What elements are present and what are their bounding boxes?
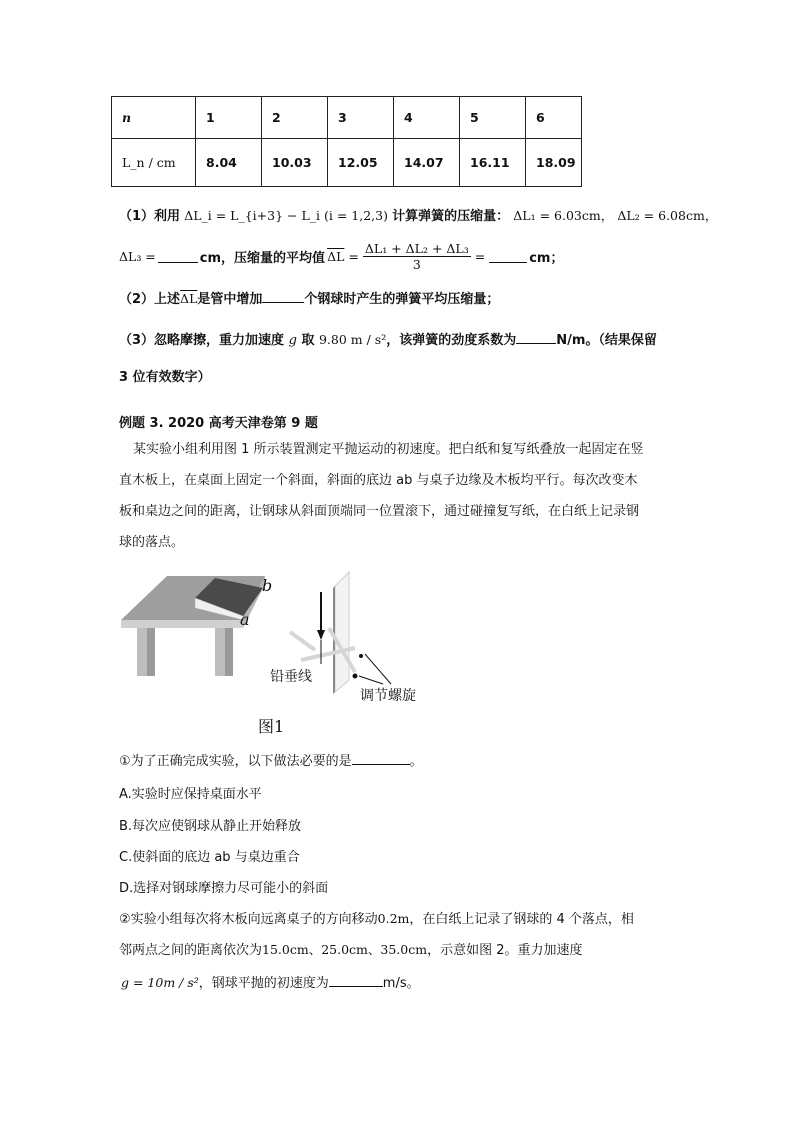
q-circle2-dist: 0.2m [377, 911, 410, 926]
example-para-line: 直木板上，在桌面上固定一个斜面，斜面的底边 ab 与桌子边缘及木板均平行。每次改变木 [119, 473, 638, 488]
q-circle2-line3 [121, 972, 420, 991]
q1-cm-avg: cm，压缩量的平均值 [199, 250, 326, 266]
example-para-line: 球的落点。 [119, 535, 185, 550]
q3-g: g [288, 333, 297, 348]
q1-frac-den: 3 [412, 256, 421, 272]
label-adjust-screw: 调节螺旋 [360, 688, 416, 704]
q1-equals: = [348, 248, 359, 264]
table-cell: 8.04 [196, 139, 262, 187]
answer-blank[interactable] [352, 752, 410, 765]
table-header-cell: 1 [196, 97, 262, 139]
option-c: C.使斜面的底边 ab 与桌边重合 [119, 850, 300, 865]
q2-mid: 是管中增加 [197, 292, 263, 307]
option-a: A.实验时应保持桌面水平 [119, 787, 262, 802]
table-row [112, 97, 582, 139]
q1-dl2: ΔL₂ = 6.08cm， [617, 208, 718, 223]
table-cell: 16.11 [460, 139, 526, 187]
q3-line2: 3 位有效数字） [119, 370, 211, 385]
table-leg [147, 626, 155, 676]
label-plumb-line: 铅垂线 [270, 669, 312, 685]
q3-gval: 9.80 m / s² [318, 332, 387, 347]
q1-cm-end: cm； [529, 250, 564, 266]
data-table [111, 96, 582, 187]
table-leg [225, 626, 233, 676]
q1-prefix: （1）利用 [119, 209, 181, 224]
table-row [112, 139, 582, 187]
answer-blank[interactable] [262, 290, 304, 303]
answer-blank[interactable] [516, 331, 556, 344]
q1-line2 [119, 236, 563, 276]
table-header-cell: 2 [262, 97, 328, 139]
q3-text-d: N/m。（结果保留 [556, 333, 657, 348]
q-circle2-text: ②实验小组每次将木板向远离桌子的方向移动 [119, 912, 378, 927]
q1-avg-symbol: $\overline{\Delta L}$ [327, 248, 345, 264]
q1-line1 [119, 205, 717, 224]
q-circle2-g: g = 10m / s² [121, 975, 199, 990]
table-cell: 12.05 [328, 139, 394, 187]
q3-text-b: 取 [301, 333, 315, 348]
q2-symbol: $\overline{\Delta L}$ [180, 291, 198, 306]
example-title: 例题 3. 2020 高考天津卷第 9 题 [119, 416, 318, 431]
answer-blank[interactable] [329, 974, 383, 987]
screw-dot [359, 654, 363, 658]
q1-dl3: ΔL₃ = [119, 248, 156, 264]
table-row-label: L_n / cm [112, 139, 196, 187]
option-b: B.每次应使钢球从静止开始释放 [119, 819, 302, 834]
q-circle1-period: 。 [409, 754, 423, 769]
q1-formula: ΔL_i = L_{i+3} − L_i (i = 1,2,3) [184, 208, 388, 223]
q2-prefix: （2）上述 [119, 292, 181, 307]
screw-dot [353, 674, 358, 679]
q3-text-a: （3）忽略摩擦，重力加速度 [119, 333, 285, 348]
table-header-cell: 5 [460, 97, 526, 139]
q1-equals-2: = [474, 248, 486, 264]
q-circle2-distances: 15.0cm、25.0cm、35.0cm [262, 942, 428, 957]
label-a: a [240, 610, 250, 629]
q-circle2-line2 [119, 939, 582, 958]
label-b: b [262, 576, 273, 595]
q1-mid: 计算弹簧的压缩量： [392, 209, 510, 224]
q1-fraction [363, 241, 471, 272]
answer-blank[interactable] [158, 250, 198, 263]
q1-frac-num: ΔL₁ + ΔL₂ + ΔL₃ [364, 240, 469, 256]
q-circle2-text: 邻两点之间的距离依次为 [119, 943, 263, 958]
table-header-n: n [112, 97, 196, 139]
q-circle1-text: ①为了正确完成实验，以下做法必要的是 [119, 754, 352, 769]
q-circle2-text: ，钢球平抛的初速度为 [198, 976, 329, 991]
q-circle1-stem [119, 750, 423, 769]
answer-blank[interactable] [489, 250, 527, 263]
q2-line [119, 288, 499, 307]
figure-caption: 图1 [258, 717, 285, 736]
figure-1 [115, 568, 435, 738]
table-cell: 10.03 [262, 139, 328, 187]
table-header-cell: 3 [328, 97, 394, 139]
table-header-cell: 4 [394, 97, 460, 139]
plumb-bob [317, 630, 325, 640]
table-leg [137, 626, 147, 676]
option-d: D.选择对钢球摩擦力尽可能小的斜面 [119, 881, 329, 896]
table-cell: 18.09 [526, 139, 582, 187]
table-cell: 14.07 [394, 139, 460, 187]
q-circle2-line1 [119, 908, 634, 927]
q3-text-c: ，该弹簧的劲度系数为 [386, 333, 517, 348]
table-header-cell: 6 [526, 97, 582, 139]
q3-line1 [119, 329, 657, 348]
table-edge [121, 620, 243, 628]
table-leg [215, 626, 225, 676]
example-para-line: 某实验小组利用图 1 所示装置测定平抛运动的初速度。把白纸和复写纸叠放一起固定在竖 [133, 442, 644, 457]
vertical-board [335, 572, 349, 692]
q-circle2-text: ，示意如图 2。重力加速度 [427, 943, 583, 958]
q-circle2-unit: m/s。 [382, 976, 420, 991]
example-para-line: 板和桌边之间的距离，让钢球从斜面顶端同一位置滚下，通过碰撞复写纸，在白纸上记录钢 [119, 504, 640, 519]
q1-dl1: ΔL₁ = 6.03cm， [513, 208, 614, 223]
q2-suffix: 个钢球时产生的弹簧平均压缩量； [304, 292, 500, 307]
q-circle2-text: ，在白纸上记录了钢球的 4 个落点，相 [409, 912, 634, 927]
